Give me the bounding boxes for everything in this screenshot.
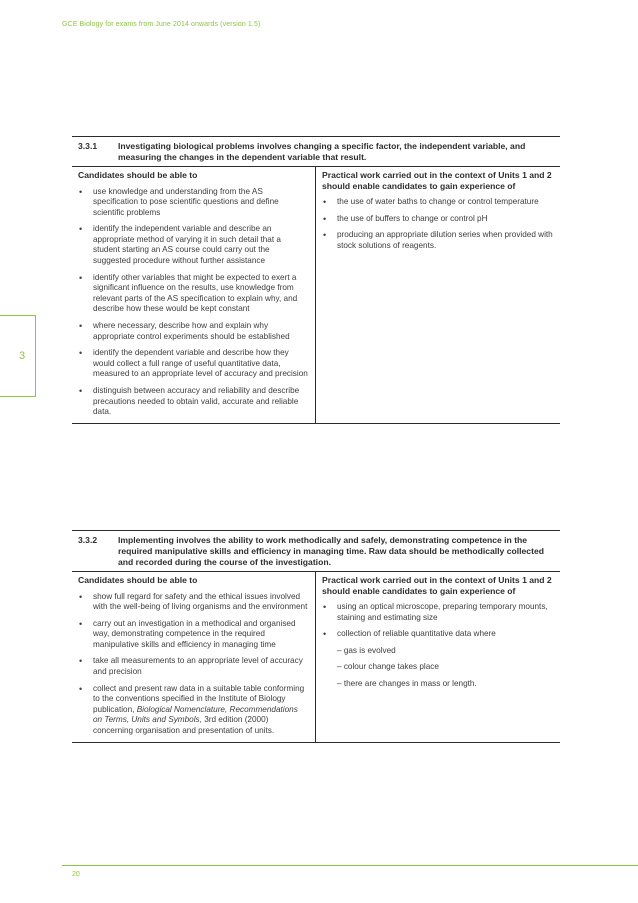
left-item-list: [78, 592, 309, 737]
list-item: • identify other variables that might be expected to exert a significant influence on the results, use knowledge from relevant parts of the AS specification to explain why, and describe how these would be kept constant: [78, 273, 309, 315]
item-text: , 3rd edition (2000) concerning organisation and presentation of units.: [93, 715, 275, 736]
list-item: • producing an appropriate dilution series when provided with stock solutions of reagents.: [322, 230, 554, 251]
list-item: • the use of buffers to change or control pH: [322, 214, 554, 225]
list-item: [78, 684, 309, 737]
list-item: • identify the independent variable and describe an appropriate method of varying it in such detail that a student starting an AS course could carry out the suggested procedure without further assistance: [78, 224, 309, 266]
dash-item: – gas is evolved: [337, 645, 396, 655]
left-column-heading: Candidates should be able to: [78, 575, 198, 585]
footer-rule: [62, 865, 638, 866]
section-heading: [72, 137, 560, 166]
left-column: [72, 167, 316, 423]
section-table: [72, 571, 560, 743]
section-3-3-2: [72, 530, 560, 743]
section-heading: [72, 531, 560, 571]
right-column-heading: Practical work carried out in the context of Units 1 and 2 should enable candidates to gain experience of: [322, 575, 552, 596]
left-column-heading: Candidates should be able to: [78, 170, 198, 180]
running-header: GCE Biology for exams from June 2014 onwards (version 1.5): [62, 21, 261, 28]
dash-item: – there are changes in mass or length.: [337, 678, 477, 688]
right-column-heading: Practical work carried out in the context of Units 1 and 2 should enable candidates to gain experience of: [322, 170, 552, 191]
section-table: [72, 166, 560, 424]
section-tab-number: 3: [19, 350, 26, 362]
section-title: Investigating biological problems involves changing a specific factor, the independent variable, and measuring the changes in the dependent variable that result.: [118, 141, 526, 162]
right-item-list: [322, 602, 554, 640]
list-item: • where necessary, describe how and explain why appropriate control experiments should be established: [78, 321, 309, 342]
list-item: • identify the dependent variable and describe how they would collect a full range of useful quantitative data, measured to an appropriate level of accuracy and precision: [78, 348, 309, 380]
section-3-3-1: [72, 136, 560, 424]
section-number: 3.3.2: [78, 535, 98, 545]
right-column: [316, 167, 560, 423]
list-item: • the use of water baths to change or control temperature: [322, 197, 554, 208]
list-item: • use knowledge and understanding from the AS specification to pose scientific questions and define scientific problems: [78, 187, 309, 219]
right-item-list: [322, 197, 554, 251]
list-item: • collection of reliable quantitative data where: [322, 629, 554, 640]
section-number: 3.3.1: [78, 141, 98, 151]
item-text: collect and present raw data in a suitable table conforming to the conventions specified in the Institute of Biology publication,: [93, 683, 305, 714]
section-tab: [0, 315, 36, 397]
left-column: [72, 572, 316, 742]
dash-item: – colour change takes place: [337, 662, 439, 672]
list-item: • take all measurements to an appropriate level of accuracy and precision: [78, 656, 309, 677]
left-item-list: [78, 187, 309, 418]
page-number: 20: [72, 871, 80, 878]
section-title: Implementing involves the ability to work methodically and safely, demonstrating competence in the required manipulative skills and efficiency in managing time. Raw data should be methodically collected and recorded during the course of the investigation.: [118, 535, 544, 567]
list-item: • distinguish between accuracy and reliability and describe precautions needed to obtain valid, accurate and reliable data.: [78, 386, 309, 418]
list-item: • using an optical microscope, preparing temporary mounts, staining and estimating size: [322, 602, 554, 623]
publication-title: Biological Nomenclature, Recommendations on Terms, Units and Symbols: [93, 704, 298, 725]
list-item: • show full regard for safety and the ethical issues involved with the well-being of living organisms and the environment: [78, 592, 309, 613]
right-column: [316, 572, 560, 742]
list-item: • carry out an investigation in a methodical and organised way, demonstrating competence in the required manipulative skills and efficiency in managing time: [78, 619, 309, 651]
